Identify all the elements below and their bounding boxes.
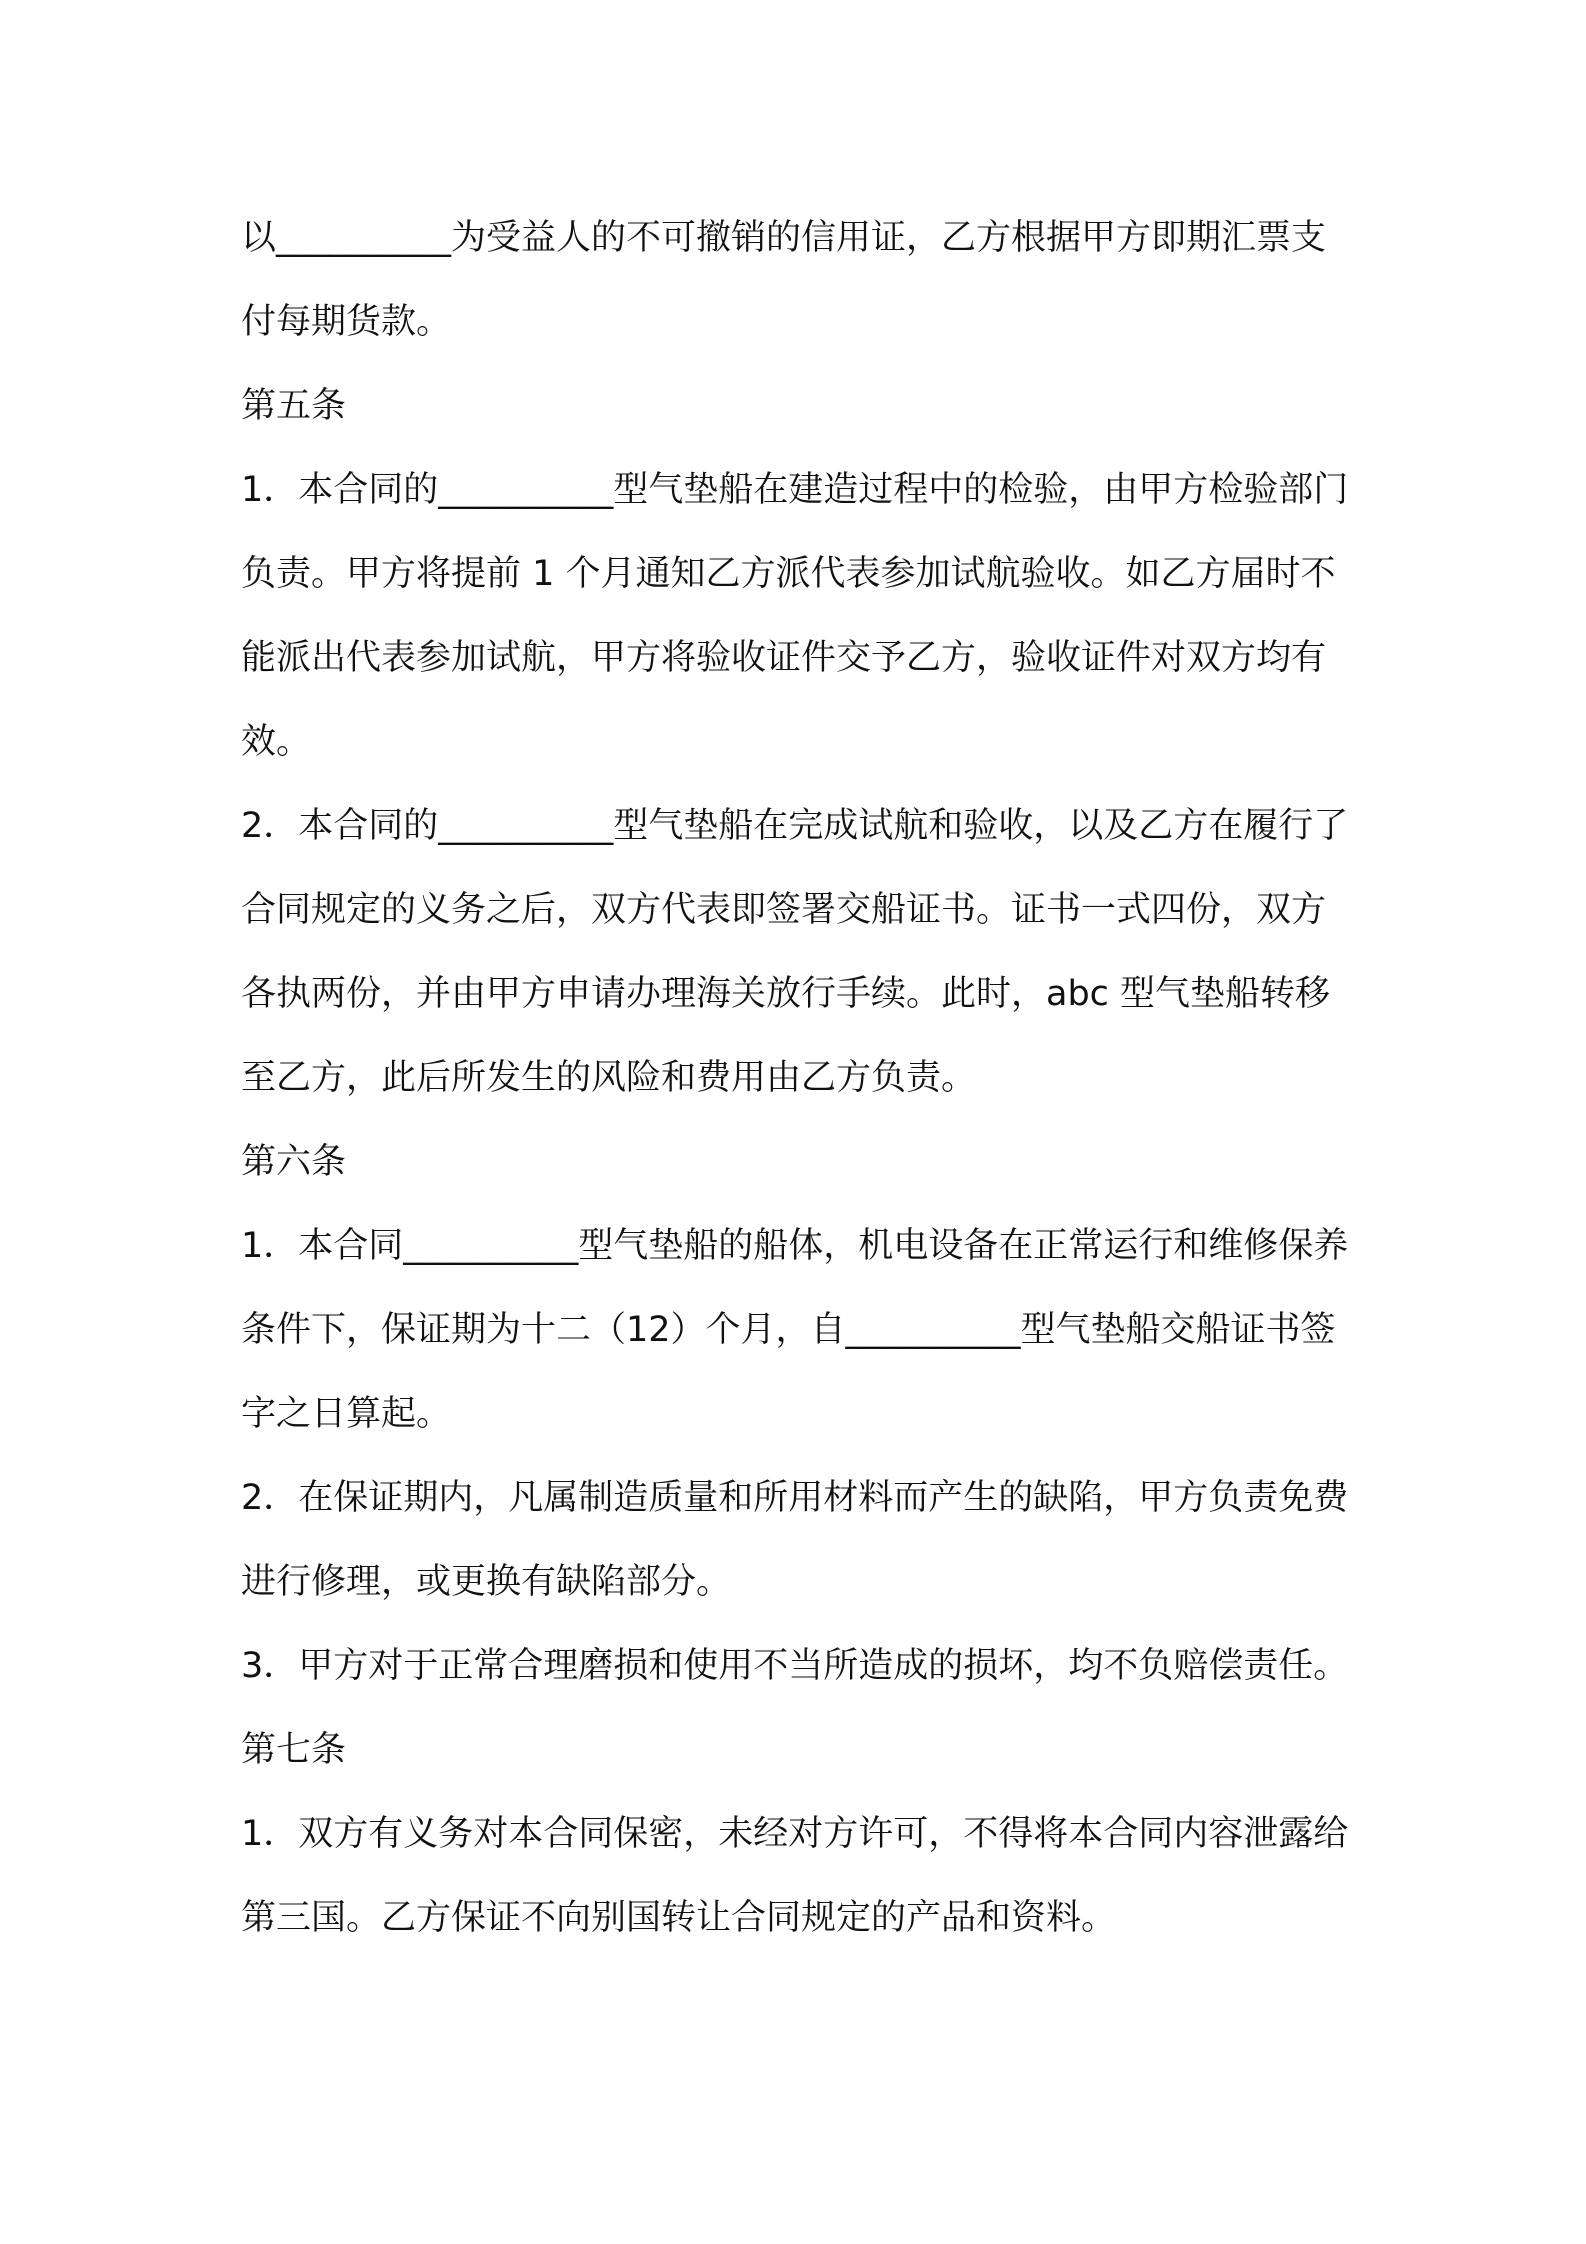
article-seven-clause-1: 1．双方有义务对本合同保密，未经对方许可，不得将本合同内容泄露给第三国。乙方保证不向别国转让合同规定的产品和资料。 xyxy=(241,1814,1349,1938)
article-six-clause-2: 2．在保证期内，凡属制造质量和所用材料而产生的缺陷，甲方负责免费进行修理，或更换有缺陷部分。 xyxy=(241,1478,1349,1602)
document-body xyxy=(241,196,1356,1960)
article-six-clause-3: 3．甲方对于正常合理磨损和使用不当所造成的损坏，均不负赔偿责任。 xyxy=(241,1646,1349,1686)
paragraph-letter-of-credit: 以__________为受益人的不可撤销的信用证，乙方根据甲方即期汇票支付每期货款。 xyxy=(241,218,1327,342)
article-five-clause-2: 2．本合同的__________型气垫船在完成试航和验收，以及乙方在履行了合同规定的义务之后，双方代表即签署交船证书。证书一式四份，双方各执两份，并由甲方申请办理海关放行手续。此时，abc 型气垫船转移至乙方，此后所发生的风险和费用由乙方负责。 xyxy=(241,806,1349,1098)
article-six-clause-1: 1．本合同__________型气垫船的船体，机电设备在正常运行和维修保养条件下，保证期为十二（12）个月，自__________型气垫船交船证书签字之日算起。 xyxy=(241,1226,1349,1434)
article-five-clause-1: 1．本合同的__________型气垫船在建造过程中的检验，由甲方检验部门负责。甲方将提前 1 个月通知乙方派代表参加试航验收。如乙方届时不能派出代表参加试航，甲方将验收证件交予乙方，验收证件对双方均有效。 xyxy=(241,470,1349,762)
article-seven-heading: 第七条 xyxy=(241,1730,347,1770)
article-five-heading: 第五条 xyxy=(241,386,347,426)
article-six-heading: 第六条 xyxy=(241,1142,347,1182)
